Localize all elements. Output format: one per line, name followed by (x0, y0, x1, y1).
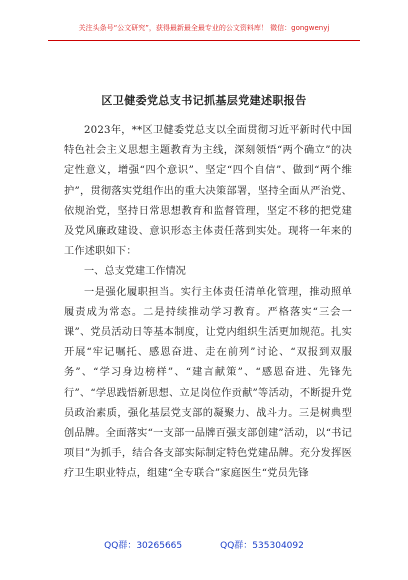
header-divider (48, 40, 360, 41)
intro-paragraph: 2023年，**区卫健委党总支以全面贯彻习近平新时代中国特色社会主义思想主题教育为主线，深刻领悟“两个确立”的决定性意义，增强“四个意识”、坚定“四个自信”、做到“两个维护”，贯彻落实党组作出的重大决策部署，坚持全面从严治党、依规治党，坚持日常思想教育和监督管理，坚定不移的把党建及党风廉政建设、意识形态主体责任落到实处。现将一年来的工作述职如下： (64, 125, 352, 258)
section-heading: 一、总支党建工作情况 (84, 266, 186, 278)
work-paragraph: 一是强化履职担当。实行主体责任清单化管理，推动照单履责成为常态。二是持续推动学习教育。严格落实“三会一课”、党员活动日等基本制度，让党内组织生活更加规范。扎实开展“牢记嘱托、感恩奋进、走在前列”讨论、“双报到双服务”、“学习身边榜样”、“建言献策”、“感恩奋进、先锋先行”、“学思践悟新思想、立足岗位作贡献”等活动，不断提升党员政治素质，强化基层党支部的凝聚力、战斗力。三是树典型创品牌。全面落实“一支部一品牌百强支部创建”活动，以“书记项目”为抓手，结合各支部实际制定特色党建品牌。充分发挥医疗卫生职业特点，组建“全专联合”家庭医生“党员先锋 (64, 286, 352, 480)
qq-group-1: QQ群：30265665 (104, 541, 183, 551)
header-banner (48, 16, 360, 40)
document-title: 区卫健委党总支书记抓基层党建述职报告 (101, 94, 307, 107)
qq-group-2: QQ群：535304092 (220, 541, 304, 551)
document-body (64, 121, 352, 485)
header-text: 关注头条号“公文研究”，获得最新最全最专业的公文资料库！ 微信：gongwenyj (78, 24, 330, 32)
footer-contacts (48, 538, 360, 554)
